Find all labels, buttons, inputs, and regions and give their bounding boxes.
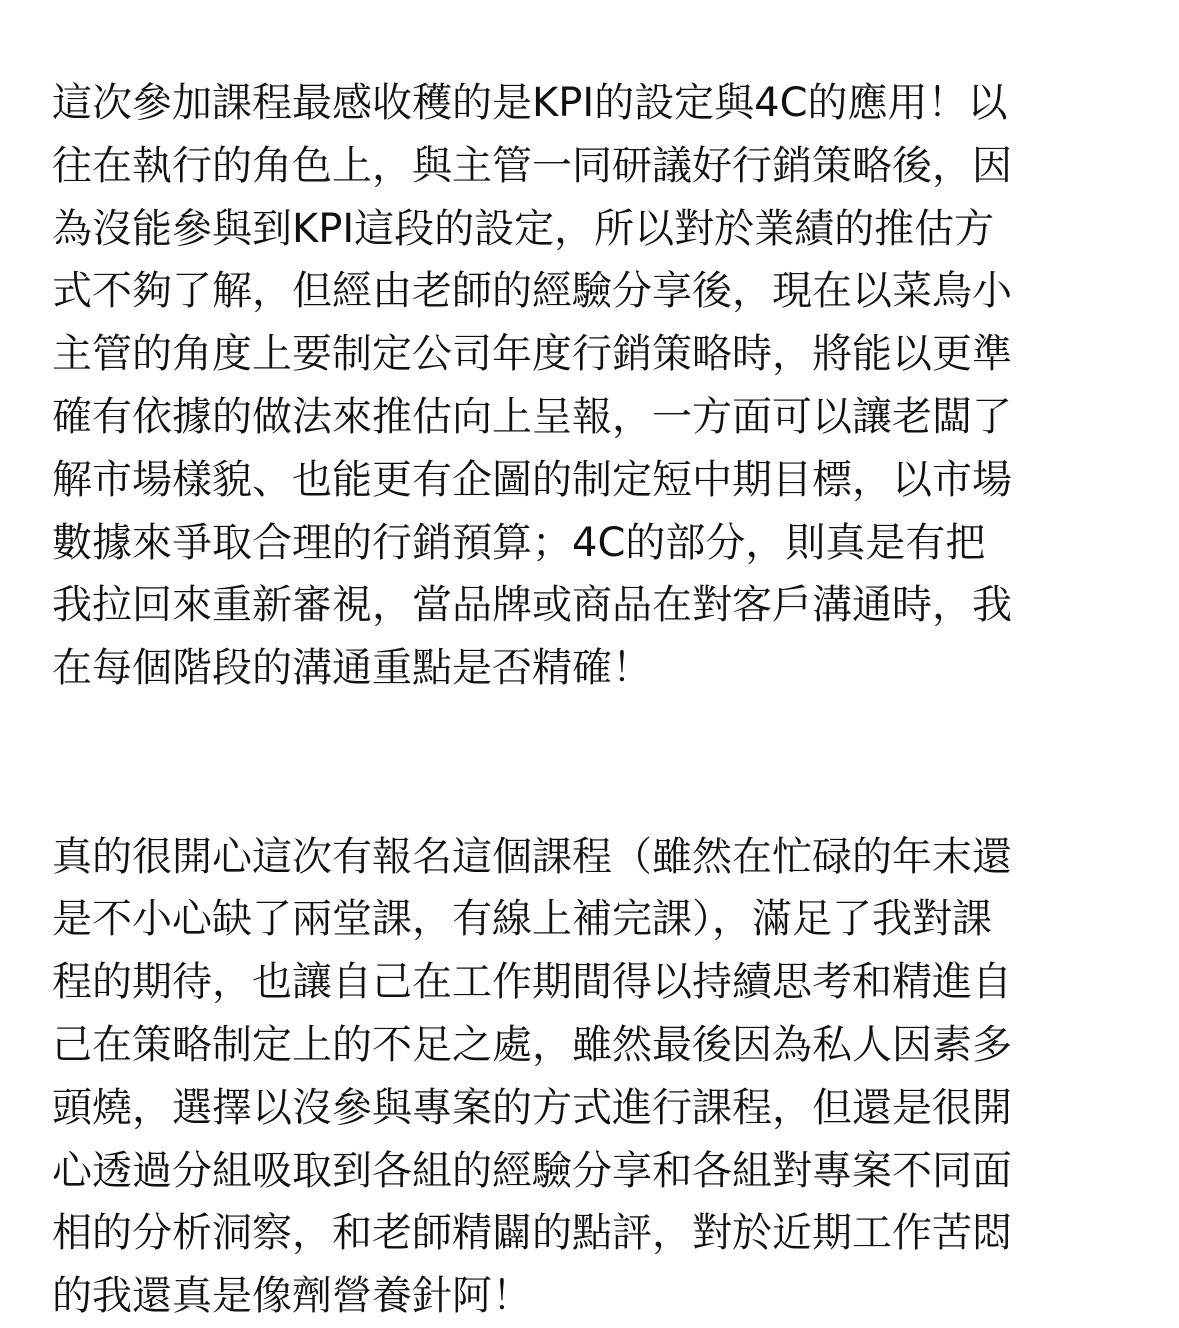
text-line: 是不小心缺了兩堂課，有線上補完課），滿足了我對課 [52, 896, 992, 943]
text-line: 的我還真是像劑營養針阿！ [52, 1273, 532, 1320]
text-line: 頭燒，選擇以沒參與專案的方式進行課程，但還是很開 [52, 1084, 1012, 1131]
text-line: 往在執行的角色上，與主管一同研議好行銷策略後，因 [52, 142, 1012, 189]
text-line: 確有依據的做法來推估向上呈報，一方面可以讓老闆了 [52, 393, 1012, 440]
text-line: 心透過分組吸取到各組的經驗分享和各組對專案不同面 [52, 1147, 1012, 1194]
text-line: 相的分析洞察，和老師精闢的點評，對於近期工作苦悶 [52, 1210, 1012, 1257]
text-line: 在每個階段的溝通重點是否精確！ [52, 645, 652, 692]
text-line: 真的很開心這次有報名這個課程（雖然在忙碌的年末還 [52, 833, 1012, 880]
text-line: 主管的角度上要制定公司年度行銷策略時，將能以更準 [52, 331, 1012, 378]
text-line: 式不夠了解，但經由老師的經驗分享後，現在以菜鳥小 [52, 268, 1012, 315]
text-line: 這次參加課程最感收穫的是KPI的設定與4C的應用！以 [52, 80, 1008, 126]
note-text-body [52, 72, 1132, 1328]
paragraph-course-reflection [52, 72, 1132, 700]
paragraph-course-feedback [52, 826, 1132, 1328]
text-line: 為沒能參與到KPI這段的設定，所以對於業績的推估方 [52, 205, 995, 252]
text-line: 數據來爭取合理的行銷預算；4C的部分，則真是有把 [52, 519, 986, 566]
text-line: 己在策略制定上的不足之處，雖然最後因為私人因素多 [52, 1021, 1012, 1068]
text-line: 程的期待，也讓自己在工作期間得以持續思考和精進自 [52, 959, 1012, 1006]
text-line: 解市場樣貌、也能更有企圖的制定短中期目標，以市場 [52, 456, 1012, 503]
text-line: 我拉回來重新審視，當品牌或商品在對客戶溝通時，我 [52, 582, 1012, 629]
paragraph-spacer [52, 700, 1132, 826]
